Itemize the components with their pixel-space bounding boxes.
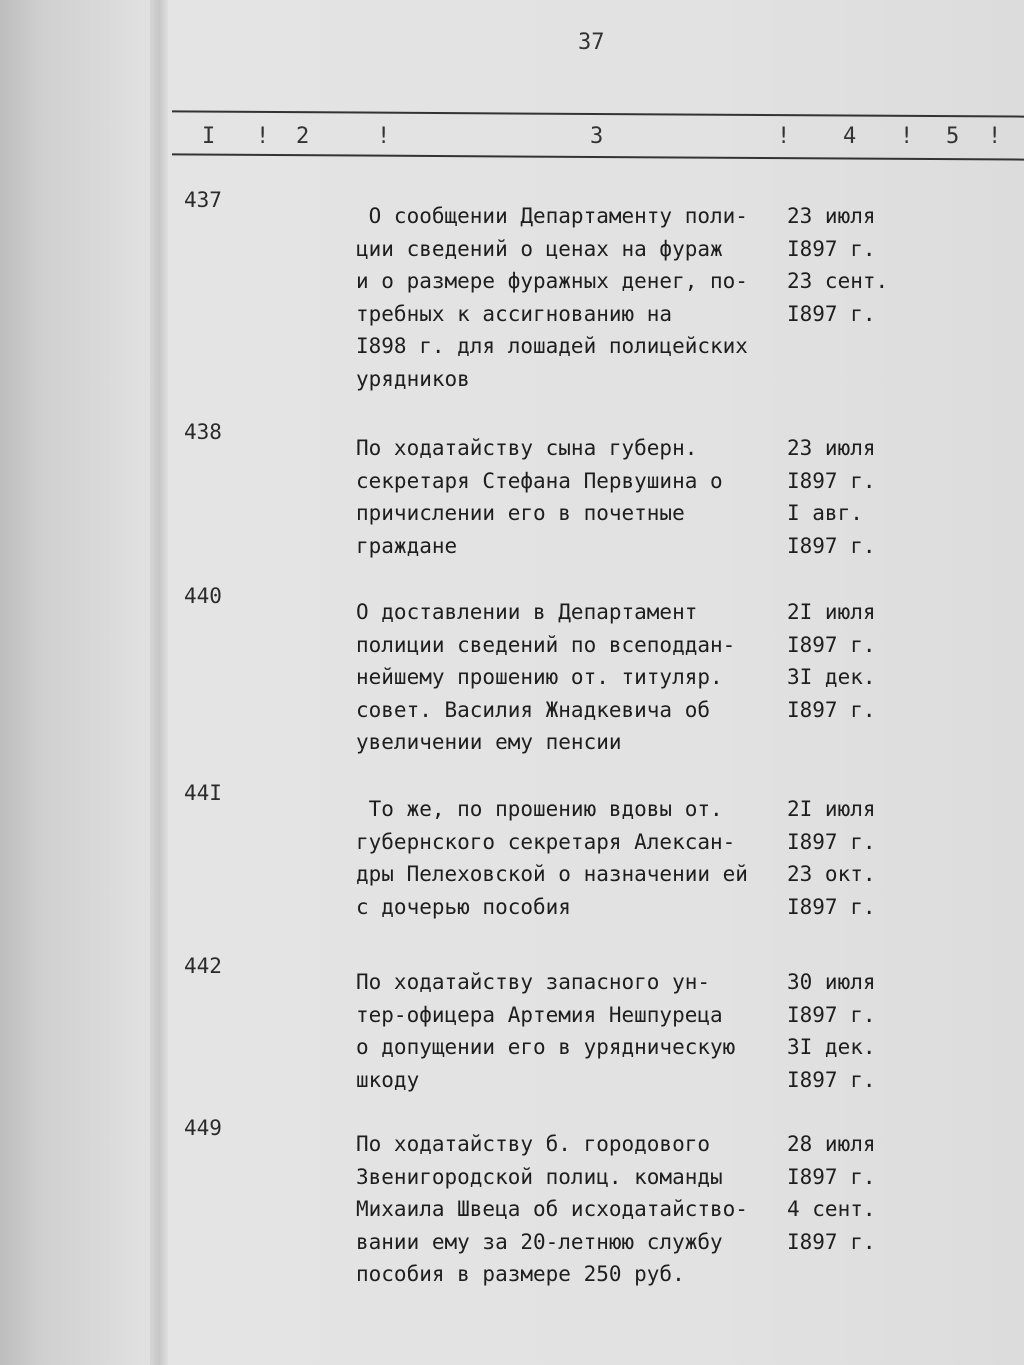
entry-number: 440 bbox=[184, 584, 222, 608]
table-header bbox=[180, 124, 1024, 156]
entry-dates: 2I июля I897 г. 3I дек. I897 г. bbox=[787, 600, 876, 722]
entry-number: 44I bbox=[184, 781, 222, 805]
header-separator: ! bbox=[377, 124, 391, 149]
entry-dates: 23 июля I897 г. I авг. I897 г. bbox=[787, 436, 876, 558]
header-col-4: 4 bbox=[843, 124, 857, 149]
entry-description: По ходатайству б. городового Звенигородской полиц. команды Михаила Швеца об исходатайство- вании ему за 20-летнюю службу пособия в размере 250 руб. bbox=[356, 1132, 748, 1286]
entry-number: 437 bbox=[184, 188, 222, 212]
header-col-3: 3 bbox=[590, 124, 604, 149]
entry-description: То же, по прошению вдовы от. губернского секретаря Алексан- дры Пелеховской о назначении ей с дочерью пособия bbox=[356, 797, 748, 919]
header-col-1: I bbox=[202, 124, 216, 149]
page-number: 37 bbox=[578, 30, 605, 55]
entry-description: О доставлении в Департамент полиции сведений по всеподдан- нейшему прошению от. титуляр. совет. Василия Жнадкевича об увеличении ему пенсии bbox=[356, 600, 736, 754]
entry-number: 449 bbox=[184, 1116, 222, 1140]
entry-description: По ходатайству сына губерн. секретаря Стефана Первушина о причислении его в почетные граждане bbox=[356, 436, 723, 558]
entry-number: 438 bbox=[184, 420, 222, 444]
header-col-2: 2 bbox=[296, 124, 310, 149]
entry-dates: 2I июля I897 г. 23 окт. I897 г. bbox=[787, 797, 876, 919]
entry-dates: 30 июля I897 г. 3I дек. I897 г. bbox=[787, 970, 876, 1092]
page-fold-shadow bbox=[150, 0, 168, 1365]
entry-dates: 23 июля I897 г. 23 сент. I897 г. bbox=[787, 204, 889, 326]
entry-description: По ходатайству запасного ун- тер-офицера Артемия Нешпуреца о допущении его в урядническую шкоду bbox=[356, 970, 736, 1092]
header-separator: ! bbox=[256, 124, 270, 149]
table-top-rule bbox=[172, 110, 1024, 117]
header-separator: ! bbox=[777, 124, 791, 149]
header-separator: ! bbox=[988, 124, 1002, 149]
entry-description: О сообщении Департаменту поли- ции сведений о ценах на фураж и о размере фуражных денег, по- требных к ассигнованию на I898 г. для лошадей полицейских урядников bbox=[356, 204, 748, 391]
header-separator: ! bbox=[900, 124, 914, 149]
entry-number: 442 bbox=[184, 954, 222, 978]
header-col-5: 5 bbox=[946, 124, 960, 149]
entry-dates: 28 июля I897 г. 4 сент. I897 г. bbox=[787, 1132, 876, 1254]
